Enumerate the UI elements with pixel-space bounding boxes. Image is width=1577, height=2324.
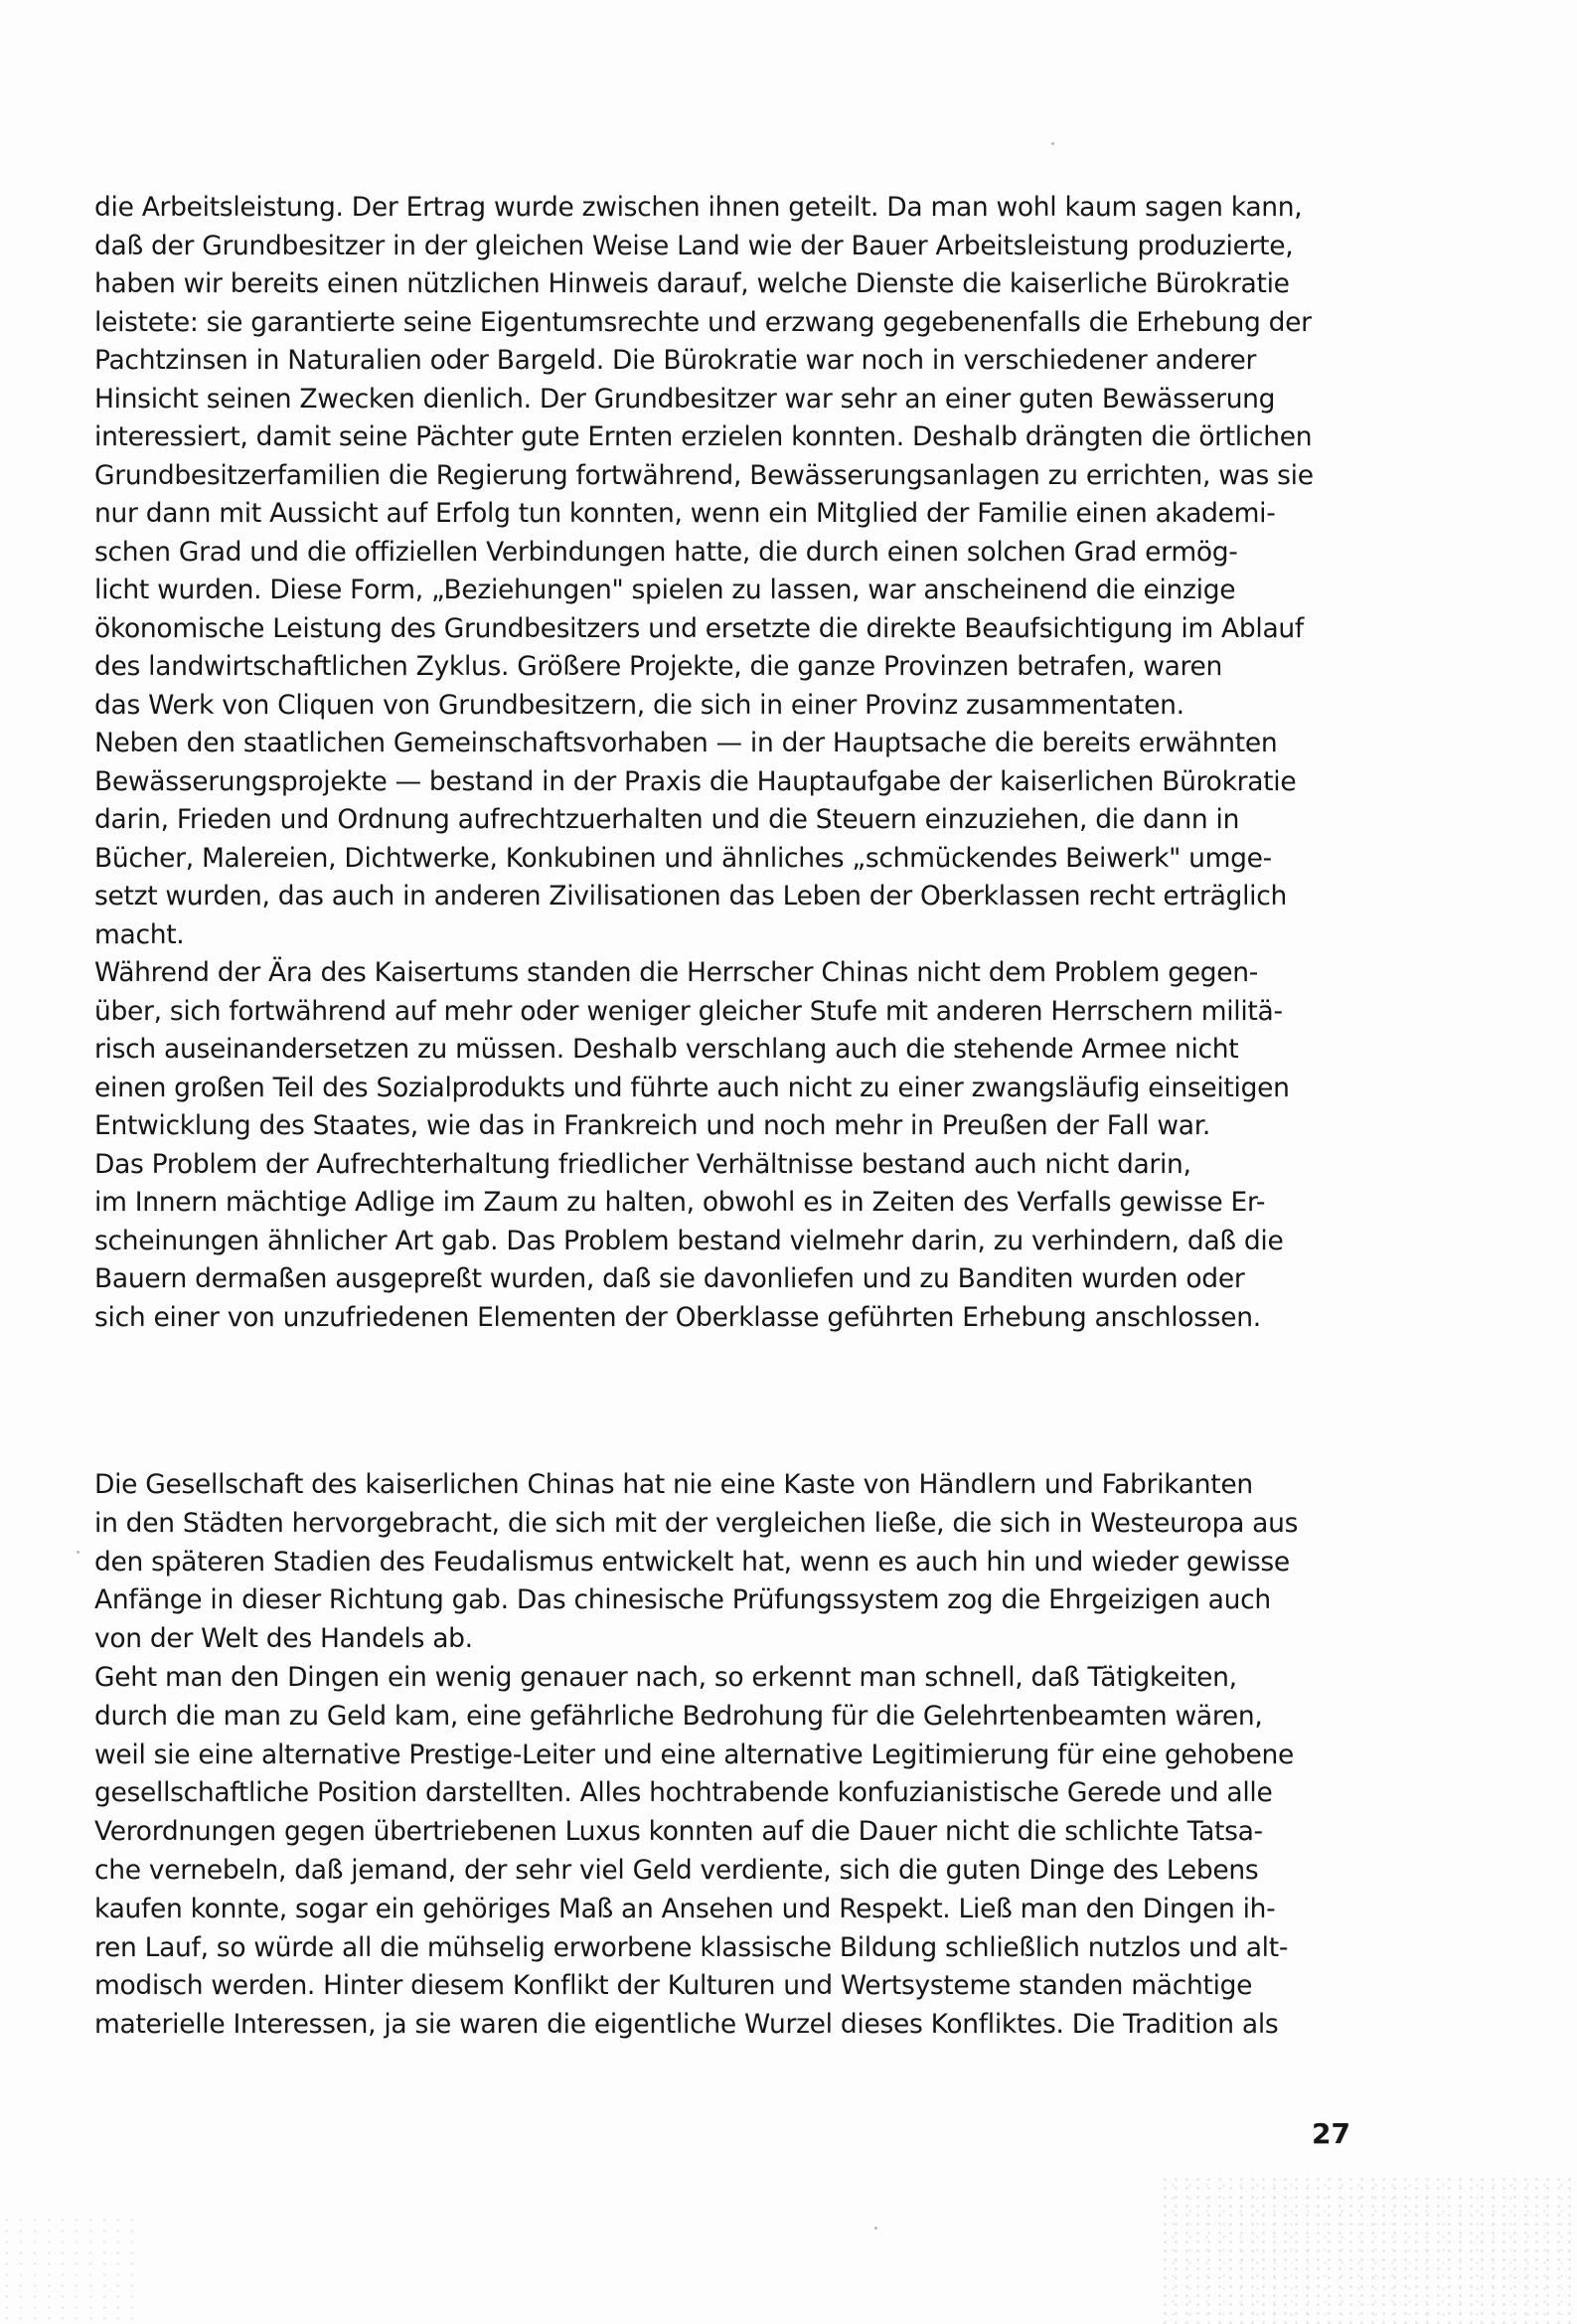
text-line: im Innern mächtige Adlige im Zaum zu halten, obwohl es in Zeiten des Verfalls gewisse Er-: [94, 1187, 1266, 1218]
text-line: Geht man den Dingen ein wenig genauer nach, so erkennt man schnell, daß Tätigkeiten,: [94, 1661, 1237, 1693]
text-line: ökonomische Leistung des Grundbesitzers und ersetzte die direkte Beaufsichtigung im Ablauf: [94, 612, 1304, 644]
text-line: kaufen konnte, sogar ein gehöriges Maß an Ansehen und Respekt. Ließ man den Dingen ih-: [94, 1893, 1276, 1924]
scan-noise-left: [0, 2215, 139, 2324]
text-line: Das Problem der Aufrechterhaltung friedlicher Verhältnisse bestand auch nicht darin,: [94, 1148, 1191, 1180]
text-line: über, sich fortwährend auf mehr oder weniger gleicher Stufe mit anderen Herrschern militä-: [94, 995, 1283, 1027]
text-line: Anfänge in dieser Richtung gab. Das chinesische Prüfungssystem zog die Ehrgeizigen auch: [94, 1584, 1271, 1616]
text-line: Verordnungen gegen übertriebenen Luxus konnten auf die Dauer nicht die schlichte Tatsa-: [94, 1816, 1263, 1848]
text-line: sich einer von unzufriedenen Elementen der Oberklasse geführten Erhebung anschlossen.: [94, 1301, 1261, 1333]
text-line: Neben den staatlichen Gemeinschaftsvorhaben — in der Hauptsache die bereits erwähnten: [94, 728, 1278, 758]
text-line: schen Grad und die offiziellen Verbindungen hatte, die durch einen solchen Grad ermög-: [94, 536, 1238, 568]
text-line: einen großen Teil des Sozialprodukts und führte auch nicht zu einer zwangsläufig einseitigen: [94, 1072, 1290, 1103]
text-line: nur dann mit Aussicht auf Erfolg tun konnten, wenn ein Mitglied der Familie einen akademi-: [94, 498, 1276, 529]
text-line: Pachtzinsen in Naturalien oder Bargeld. Die Bürokratie war noch in verschiedener anderer: [94, 345, 1257, 376]
text-line: das Werk von Cliquen von Grundbesitzern, die sich in einer Provinz zusammentaten.: [94, 689, 1184, 721]
text-line: in den Städten hervorgebracht, die sich mit der vergleichen ließe, die sich in Westeuropa aus: [94, 1507, 1299, 1539]
text-block-2: [94, 1466, 1376, 2045]
text-line: risch auseinandersetzen zu müssen. Deshalb verschlang auch die stehende Armee nicht: [94, 1034, 1239, 1065]
scan-noise-corner: [1160, 2175, 1577, 2324]
text-line: daß der Grundbesitzer in der gleichen Weise Land wie der Bauer Arbeitsleistung produzierte,: [94, 230, 1294, 261]
page-number: 27: [1312, 2117, 1350, 2150]
text-line: interessiert, damit seine Pächter gute Ernten erzielen konnten. Deshalb drängten die örtlichen: [94, 421, 1313, 452]
text-line: leistete: sie garantierte seine Eigentumsrechte und erzwang gegebenenfalls die Erhebung der: [94, 306, 1312, 338]
text-line: darin, Frieden und Ordnung aufrechtzuerhalten und die Steuern einzuziehen, die dann in: [94, 804, 1240, 835]
text-block-1: [94, 189, 1376, 1337]
text-line: haben wir bereits einen nützlichen Hinweis darauf, welche Dienste die kaiserliche Bürokratie: [94, 268, 1290, 299]
text-line: macht.: [94, 918, 185, 950]
text-line: ren Lauf, so würde all die mühselig erworbene klassische Bildung schließlich nutzlos und alt-: [94, 1931, 1289, 1963]
text-line: Bewässerungsprojekte — bestand in der Praxis die Hauptaufgabe der kaiserlichen Bürokratie: [94, 765, 1297, 797]
text-line: von der Welt des Handels ab.: [94, 1623, 473, 1655]
text-line: Bauern dermaßen ausgepreßt wurden, daß sie davonliefen und zu Banditen wurden oder: [94, 1263, 1245, 1294]
text-line: Grundbesitzerfamilien die Regierung fortwährend, Bewässerungsanlagen zu errichten, was sie: [94, 459, 1314, 491]
text-line: materielle Interessen, ja sie waren die eigentliche Wurzel dieses Konfliktes. Die Tradition als: [94, 2009, 1279, 2041]
text-line: scheinungen ähnlicher Art gab. Das Problem bestand vielmehr darin, zu verhindern, daß die: [94, 1225, 1284, 1256]
text-line: durch die man zu Geld kam, eine gefährliche Bedrohung für die Gelehrtenbeamten wären,: [94, 1700, 1263, 1732]
text-line: licht wurden. Diese Form, „Beziehungen" spielen zu lassen, war anscheinend die einzige: [94, 575, 1236, 605]
text-line: des landwirtschaftlichen Zyklus. Größere Projekte, die ganze Provinzen betrafen, waren: [94, 651, 1223, 682]
text-line: setzt wurden, das auch in anderen Zivilisationen das Leben der Oberklassen recht erträglich: [94, 881, 1287, 912]
text-line: Bücher, Malereien, Dichtwerke, Konkubinen und ähnliches „schmückendes Beiwerk" umge-: [94, 842, 1272, 874]
text-line: Die Gesellschaft des kaiserlichen Chinas hat nie eine Kaste von Händlern und Fabrikanten: [94, 1469, 1253, 1500]
text-line: Entwicklung des Staates, wie das in Frankreich und noch mehr in Preußen der Fall war.: [94, 1110, 1210, 1141]
text-line: Hinsicht seinen Zwecken dienlich. Der Grundbesitzer war sehr an einer guten Bewässerung: [94, 383, 1276, 415]
scan-speck: [77, 1551, 79, 1554]
scan-speck: [874, 2227, 877, 2230]
text-line: gesellschaftliche Position darstellten. Alles hochtrabende konfuzianistische Gerede und alle: [94, 1777, 1273, 1809]
text-line: die Arbeitsleistung. Der Ertrag wurde zwischen ihnen geteilt. Da man wohl kaum sagen kann,: [94, 192, 1303, 223]
text-line: den späteren Stadien des Feudalismus entwickelt hat, wenn es auch hin und wieder gewisse: [94, 1546, 1290, 1577]
text-line: Während der Ära des Kaisertums standen die Herrscher Chinas nicht dem Problem gegen-: [94, 957, 1259, 988]
scan-speck: [1051, 142, 1054, 145]
text-line: che vernebeln, daß jemand, der sehr viel Geld verdiente, sich die guten Dinge des Lebens: [94, 1854, 1259, 1886]
text-line: modisch werden. Hinter diesem Konflikt der Kulturen und Wertsysteme standen mächtige: [94, 1970, 1253, 2002]
text-line: weil sie eine alternative Prestige-Leiter und eine alternative Legitimierung für eine gehobene: [94, 1739, 1294, 1770]
